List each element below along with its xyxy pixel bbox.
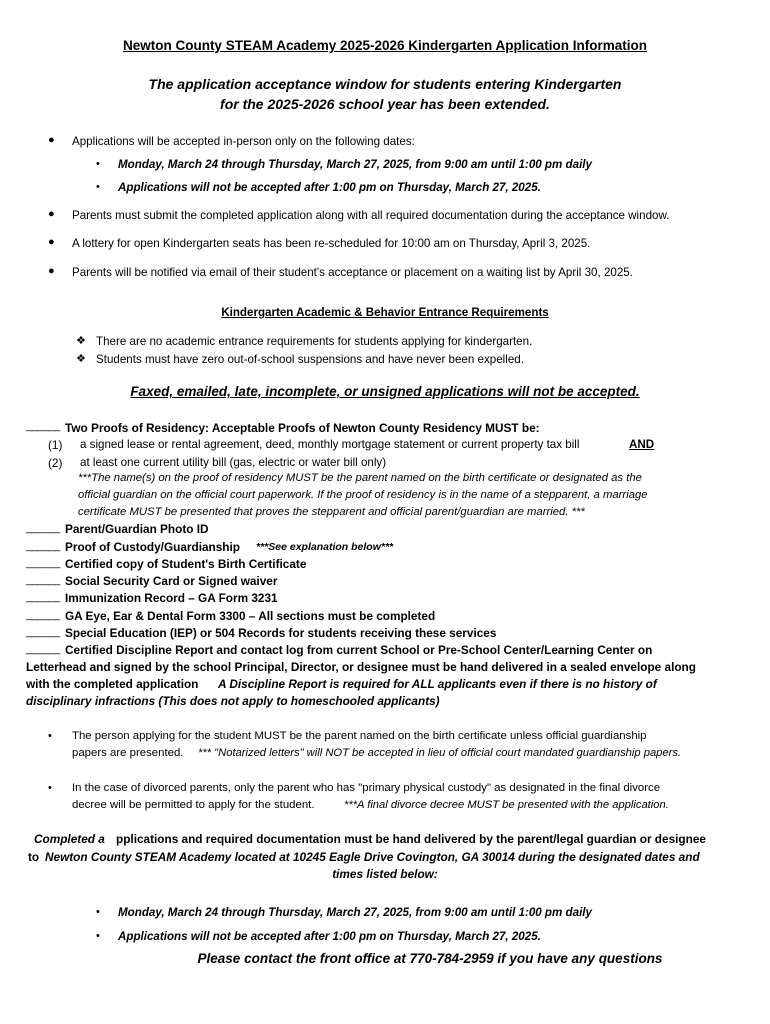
checklist-iep-504: Special Education (IEP) or 504 Records for students receiving these services [65,626,497,640]
requirement-academic: There are no academic entrance requirements for students applying for kindergarten. [96,335,533,348]
bullet-date-window: Monday, March 24 through Thursday, March 27, 2025, from 9:00 am until 1:00 pm daily [118,158,592,171]
checkbox-blank: ______ [26,522,60,534]
bullet-notification: Parents will be notified via email of their student's acceptance or placement on a waiting list by April 30, 2025. [72,266,633,279]
checklist-custody: Proof of Custody/Guardianship [65,540,240,554]
residency-note-line-2: official guardian on the official court paperwork. If the proof of residency is in the name of a stepparent, a marriage [78,489,648,501]
checklist-discipline-line-2: Letterhead and signed by the school Principal, Director, or designee must be hand delivered in a sealed envelope along [26,660,696,674]
bullet-icon: ● [48,134,55,146]
bullet-icon: ● [48,265,55,277]
bullet-application-dates: Applications will be accepted in-person only on the following dates: [72,135,415,148]
residency-option-2: at least one current utility bill (gas, electric or water bill only) [80,456,387,469]
bullet-icon: • [96,930,100,942]
checkbox-blank: ______ [26,643,60,655]
document-title: Newton County STEAM Academy 2025-2026 Kindergarten Application Information [122,38,648,53]
checklist-discipline-line-1: Certified Discipline Report and contact log from current School or Pre-School Center/Learning Center on [65,643,653,657]
checklist-immunization: Immunization Record – GA Form 3231 [65,591,278,605]
bullet-icon: • [48,730,52,742]
bullet-icon: • [48,782,52,794]
requirements-heading: Kindergarten Academic & Behavior Entrance Requirements [221,306,549,319]
checkbox-blank: ______ [26,591,60,603]
bullet-deadline: Applications will not be accepted after 1:00 pm on Thursday, March 27, 2025. [118,181,541,194]
delivery-line-1-start: Completed a [34,832,105,846]
residency-option-1: a signed lease or rental agreement, deed, monthly mortgage statement or current property tax bill [80,438,580,451]
delivery-deadline: Applications will not be accepted after 1:00 pm on Thursday, March 27, 2025. [118,930,541,943]
bullet-icon: • [96,158,100,170]
diamond-icon: ❖ [76,353,86,365]
bullet-lottery: A lottery for open Kindergarten seats has been re-scheduled for 10:00 am on Thursday, April 3, 2025. [72,237,591,250]
checklist-discipline-line-4: disciplinary infractions (This does not apply to homeschooled applicants) [26,694,440,708]
subtitle-line-2: for the 2025-2026 school year has been extended. [220,96,550,112]
divorce-note-line-2: decree will be permitted to apply for the student. [72,799,315,811]
checkbox-blank: ______ [26,540,60,552]
checklist-eye-ear-dental: GA Eye, Ear & Dental Form 3300 – All sections must be completed [65,609,436,623]
delivery-line-3: times listed below: [332,867,438,881]
checkbox-blank: ______ [26,574,60,586]
bullet-icon: • [96,181,100,193]
residency-note-line-3: certificate MUST be presented that proves the stepparent and official parent/guardian are married. *** [78,506,585,518]
checklist-social-security: Social Security Card or Signed waiver [65,574,278,588]
subtitle-line-1: The application acceptance window for students entering Kindergarten [148,76,622,92]
bullet-icon: ● [48,208,55,220]
checklist-photo-id: Parent/Guardian Photo ID [65,522,209,536]
checkbox-blank: ______ [26,626,60,638]
divorce-note-line-1: In the case of divorced parents, only the parent who has "primary physical custody" as designated in the final divorce [72,782,661,794]
checkbox-blank: ______ [26,557,60,569]
diamond-icon: ❖ [76,335,86,347]
contact-line: Please contact the front office at 770-784-2959 if you have any questions [197,951,663,966]
residency-and: AND [629,438,655,451]
delivery-date-window: Monday, March 24 through Thursday, March 27, 2025, from 9:00 am until 1:00 pm daily [118,906,592,919]
bullet-icon: ● [48,236,55,248]
checklist-discipline-line-3: with the completed application [26,677,199,691]
custody-note: ***See explanation below*** [256,541,394,553]
checklist-residency: Two Proofs of Residency: Acceptable Proofs of Newton County Residency MUST be: [65,421,540,435]
checkbox-blank: ______ [26,609,60,621]
delivery-line-2-start: to [28,850,40,864]
residency-note-line-1: ***The name(s) on the proof of residency MUST be the parent named on the birth certificate or designated as the [78,472,642,484]
guardianship-note-line-2: papers are presented. [72,747,184,759]
checklist-birth-certificate: Certified copy of Student's Birth Certificate [65,557,307,571]
guardianship-note-italic: *** "Notarized letters" will NOT be accepted in lieu of official court mandated guardianship papers. [198,747,682,759]
list-number: (1) [48,438,63,452]
list-number: (2) [48,456,63,470]
guardianship-note-line-1: The person applying for the student MUST be the parent named on the birth certificate unless official guardianship [72,730,647,742]
delivery-line-2: Newton County STEAM Academy located at 10245 Eagle Drive Covington, GA 30014 during the designated dates and [45,850,700,864]
checkbox-blank: ______ [26,420,60,432]
delivery-line-1: pplications and required documentation must be hand delivered by the parent/legal guardian or designee [116,832,706,846]
bullet-documentation: Parents must submit the completed application along with all required documentation during the acceptance window. [72,209,670,222]
bullet-icon: • [96,906,100,918]
requirement-behavior: Students must have zero out-of-school suspensions and have never been expelled. [96,353,524,366]
divorce-note-italic: ***A final divorce decree MUST be presented with the application. [344,799,669,811]
checklist-discipline-line-3-italic: A Discipline Report is required for ALL applicants even if there is no history of [218,677,657,691]
rejection-warning: Faxed, emailed, late, incomplete, or unsigned applications will not be accepted. [130,384,640,399]
